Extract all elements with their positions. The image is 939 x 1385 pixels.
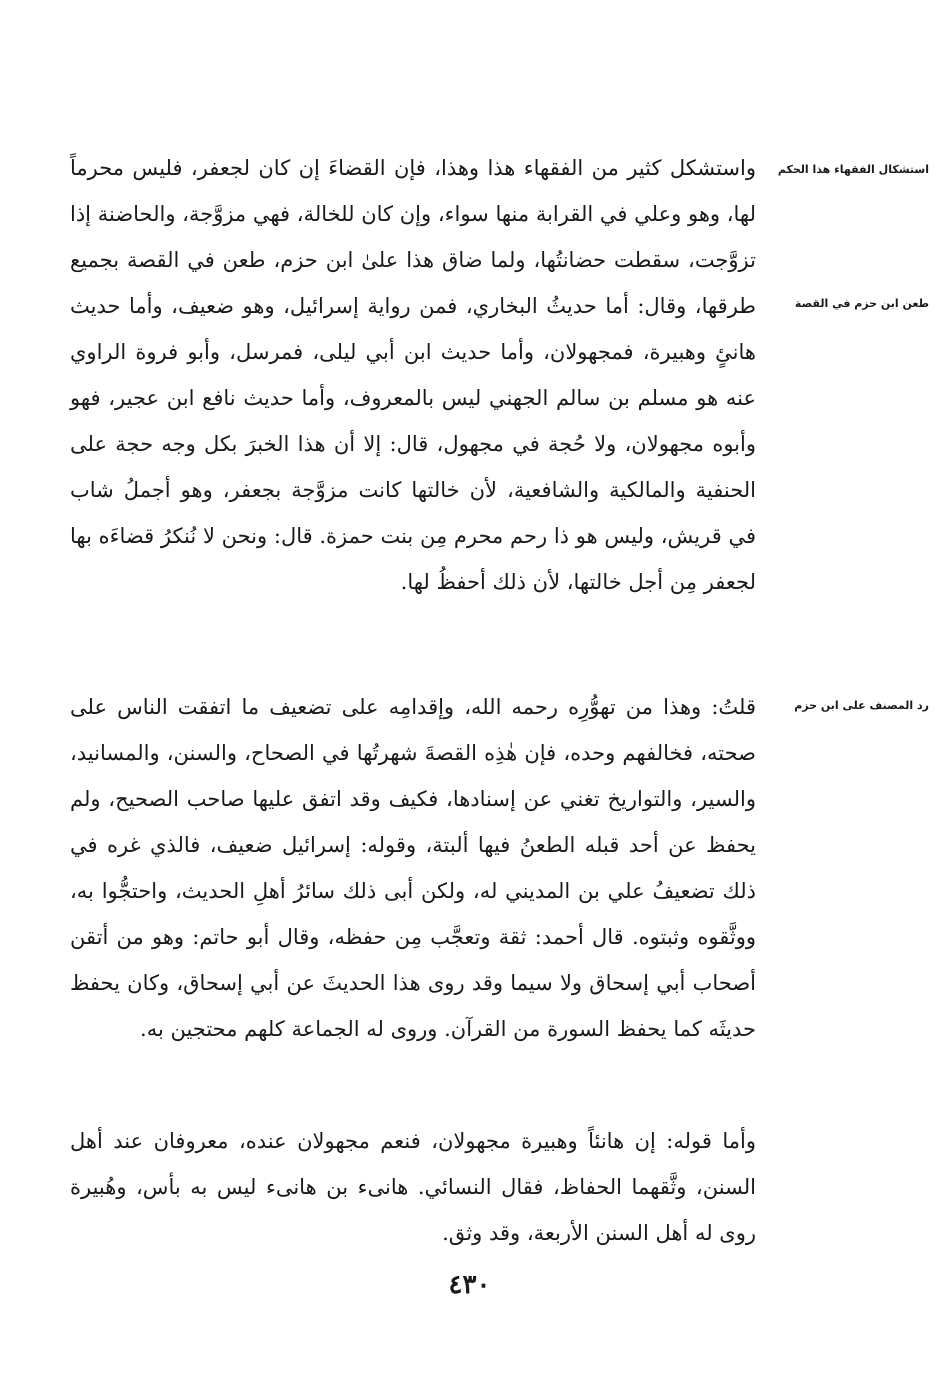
page-number: ٤٣٠ — [448, 1270, 491, 1300]
paragraph-1: واستشكل كثير من الفقهاء هذا وهذا، فإن القضاءَ إن كان لجعفر، فليس محرماً لها، وهو وعلي في القرابة منها سواء، وإن كان للخالة، فهي مزوَّجة، والحاضنة إذا تزوَّجت، سقطت حضانتُها، ولما ضاق هذا علىٰ ابن حزم، طعن في القصة بجميع طرقها، وقال: أما حديثُ البخاري، فمن رواية إسرائيل، وهو ضعيف، وأما حديث هانئٍ وهبيرة، فمجهولان، وأما حديث ابن أبي ليلى، فمرسل، وأبو فروة الراوي عنه هو مسلم بن سالم الجهني ليس بالمعروف، وأما حديث نافع ابن عجير، فهو وأبوه مجهولان، ولا حُجة في مجهول، قال: إلا أن هذا الخبرَ بكل وجه حجة على الحنفية والمالكية والشافعية، لأن خالتها كانت مزوَّجة بجعفر، وهو أجملُ شاب في قريش، وليس هو ذا رحم محرم مِن بنت حمزة. قال: ونحن لا نُنكرُ قضاءَه بها لجعفر مِن أجل خالتها، لأن ذلك أحفظُ لها. — [70, 156, 757, 594]
margin-note-ibn-hazm-critique: طعن ابن حزم في القصة — [794, 297, 929, 310]
paragraph-3: وأما قوله: إن هانئاً وهبيرة مجهولان، فنعم مجهولان عنده، معروفان عند أهل السنن، وثَّقهما الحفاظ، فقال النسائي. هانىء بن هانىء ليس به بأس، وهُبيرة روى له أهل السنن الأربعة، وقد وثق. — [70, 1129, 756, 1245]
margin-note-jurists-difficulty: استشكال الفقهاء هذا الحكم — [777, 163, 929, 176]
paragraph-2: قلتُ: وهذا من تهوُّرِه رحمه الله، وإقدامِه على تضعيف ما اتفقت الناس على صحته، فخالفهم وحده، فإن هٰذِه القصةَ شهرتُها في الصحاح، والسنن، والمسانيد، والسير، والتواريخ تغني عن إسنادها، فكيف وقد اتفق عليها صاحب الصحيح، ولم يحفظ عن أحد قبله الطعنُ فيها ألبتة، وقوله: إسرائيل ضعيف، فالذي غره في ذلك تضعيفُ علي بن المديني له، ولكن أبى ذلك سائرُ أهلِ الحديث، واحتجُّوا به، ووثَّقوه وثبتوه. قال أحمد: ثقة وتعجَّب مِن حفظه، وقال أبو حاتم: وهو من أتقن أصحاب أبي إسحاق ولا سيما وقد روى هذا الحديثَ عن أبي إسحاق، وكان يحفظ حديثَه كما يحفظ السورة من القرآن. وروى له الجماعة كلهم محتجين به. — [70, 695, 756, 1041]
margin-note-author-reply: رد المصنف على ابن حزم — [794, 699, 929, 712]
